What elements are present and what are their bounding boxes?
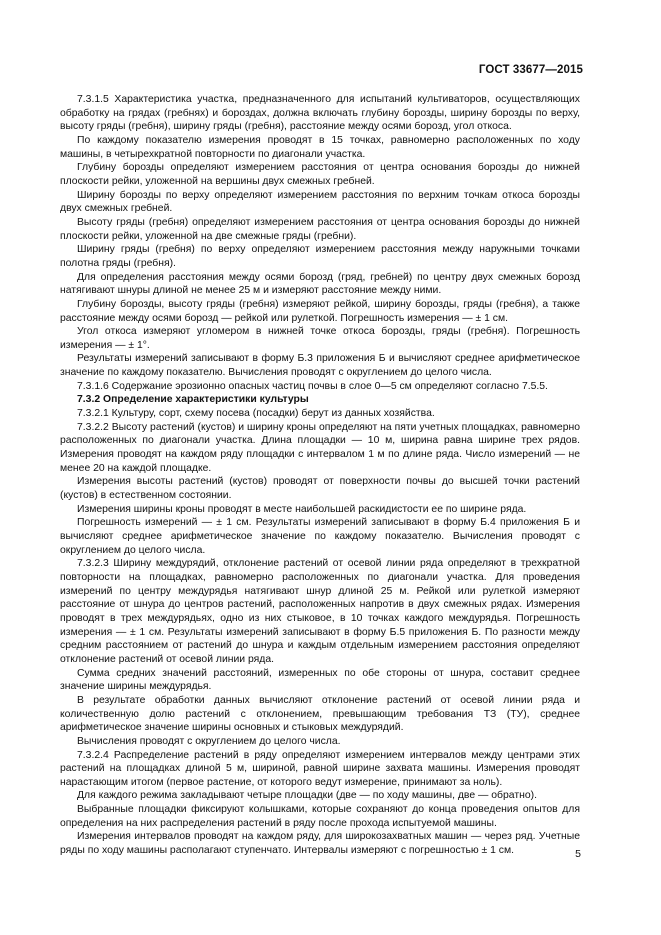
paragraph: Для каждого режима закладывают четыре площадки (две — по ходу машины, две — обратно). — [77, 790, 537, 802]
paragraph: В результате обработки данных вычисляют отклонение растений от осевой линии ряда и количественную долю растений с отклонением, превышающим требования ТЗ (ТУ), среднее арифметическое значение ширины основных и стыковых междурядий. — [60, 694, 580, 734]
document-body — [60, 93, 580, 858]
paragraph: По каждому показателю измерения проводят в 15 точках, равномерно расположенных по ходу машины, в четырехкратной повторности по диагонали участка. — [60, 134, 580, 160]
paragraph: Высоту гряды (гребня) определяют измерением расстояния от центра основания борозды до нижней плоскости рейки, уложенной на две смежные гряды (гребни). — [60, 216, 580, 242]
paragraph: Измерения интервалов проводят на каждом ряду, для широкозахватных машин — через ряд. Учетные ряды по ходу машины располагают ступенчато. Интервалы измеряют с погрешностью ± 1 см. — [60, 831, 580, 857]
page-number: 5 — [575, 848, 581, 860]
paragraph: Результаты измерений записывают в форму Б.3 приложения Б и вычисляют среднее арифметическое значение по каждому показателю. Вычисления проводят с округлением до целого числа. — [60, 353, 580, 379]
paragraph: 7.3.2.1 Культуру, сорт, схему посева (посадки) берут из данных хозяйства. — [77, 408, 435, 420]
paragraph: Измерения высоты растений (кустов) проводят от поверхности почвы до высшей точки растений (кустов) в естественном состоянии. — [60, 476, 580, 502]
section-heading: 7.3.2 Определение характеристики культуры — [77, 394, 309, 406]
paragraph: 7.3.1.6 Содержание эрозионно опасных частиц почвы в слое 0—5 см определяют согласно 7.5.5. — [77, 380, 548, 392]
paragraph: 7.3.1.5 Характеристика участка, предназначенного для испытаний культиваторов, осуществляющих обработку на грядах (гребнях) и бороздах, должна включать глубину борозды, ширину борозды по верху, высоту гряды (гребня), ширину гряды (гребня), расстояние между осями борозд, угол откоса. — [60, 94, 580, 133]
paragraph: Глубину борозды определяют измерением расстояния от центра основания борозды до нижней плоскости рейки, уложенной на вершины двух смежных гребней. — [60, 162, 580, 187]
paragraph: Измерения ширины кроны проводят в месте наибольшей раскидистости ее по ширине ряда. — [77, 503, 527, 515]
paragraph: Глубину борозды, высоту гряды (гребня) измеряют рейкой, ширину борозды, гряды (гребня), а также расстояние между осями борозд — рейкой или рулеткой. Погрешность измерения — ± 1 см. — [60, 298, 580, 324]
paragraph: 7.3.2.2 Высоту растений (кустов) и ширину кроны определяют на пяти учетных площадках, равномерно расположенных по диагонали участка. Длина площадки — 10 м, ширина равна ширине трех рядов. Измерения проводят на каждом ряду площадки с интервалом 1 м по длине ряда. Число измерений — не менее 20 на каждой площадке. — [60, 421, 580, 474]
paragraph: 7.3.2.4 Распределение растений в ряду определяют измерением интервалов между центрами этих растений на площадках длиной 5 м, шириной, равной ширине захвата машины. Измерения проводят нарастающим итогом (первое растение, от которого ведут измерение, принимают за ноль). — [60, 749, 580, 788]
paragraph: Выбранные площадки фиксируют колышками, которые сохраняют до конца проведения опытов для определения на них распределения растений в ряду после прохода испытуемой машины. — [60, 804, 580, 829]
document-standard-id: ГОСТ 33677—2015 — [478, 64, 583, 76]
paragraph: Ширину гряды (гребня) по верху определяют измерением расстояния между наружными точками полотна гряды (гребня). — [60, 244, 580, 269]
paragraph: Угол откоса измеряют угломером в нижней точке откоса борозды, гряды (гребня). Погрешность измерения — ± 1°. — [60, 326, 580, 351]
paragraph: Ширину борозды по верху определяют измерением расстояния по верхним точкам откоса борозды двух смежных гребней. — [60, 189, 580, 215]
paragraph: Для определения расстояния между осями борозд (гряд, гребней) по центру двух смежных борозд натягивают шнуры длиной не менее 25 м и измеряют расстояние между ними. — [60, 271, 580, 297]
paragraph: Погрешность измерений — ± 1 см. Результаты измерений записывают в форму Б.4 приложения Б и вычисляют среднее арифметическое значение по каждому показателю. Вычисления проводят с округлением до целого числа. — [60, 517, 580, 556]
paragraph: Вычисления проводят с округлением до целого числа. — [77, 735, 341, 747]
paragraph: Сумма средних значений расстояний, измеренных по обе стороны от шнура, составит среднее значение ширины междурядья. — [60, 667, 580, 693]
paragraph: 7.3.2.3 Ширину междурядий, отклонение растений от осевой линии ряда определяют в трехкратной повторности на площадках, равномерно расположенных по диагонали участка. Для проведения измерений по центру междурядья натягивают шнур длиной 25 м. Рейкой или рулеткой измеряют расстояние от шнура до центров растений, расположенных напротив в двух смежных рядах. Измерения проводят в трех междурядьях, одно из них стыковое, в 10 точках каждого междурядья. Погрешность измерения — ± 1 см. Результаты измерений записывают в форму Б.5 приложения Б. По разности между средним расстоянием от растений до шнура и каждым отдельным измерением расстояния определяют отклонение растений от осевой линии ряда. — [60, 558, 580, 665]
